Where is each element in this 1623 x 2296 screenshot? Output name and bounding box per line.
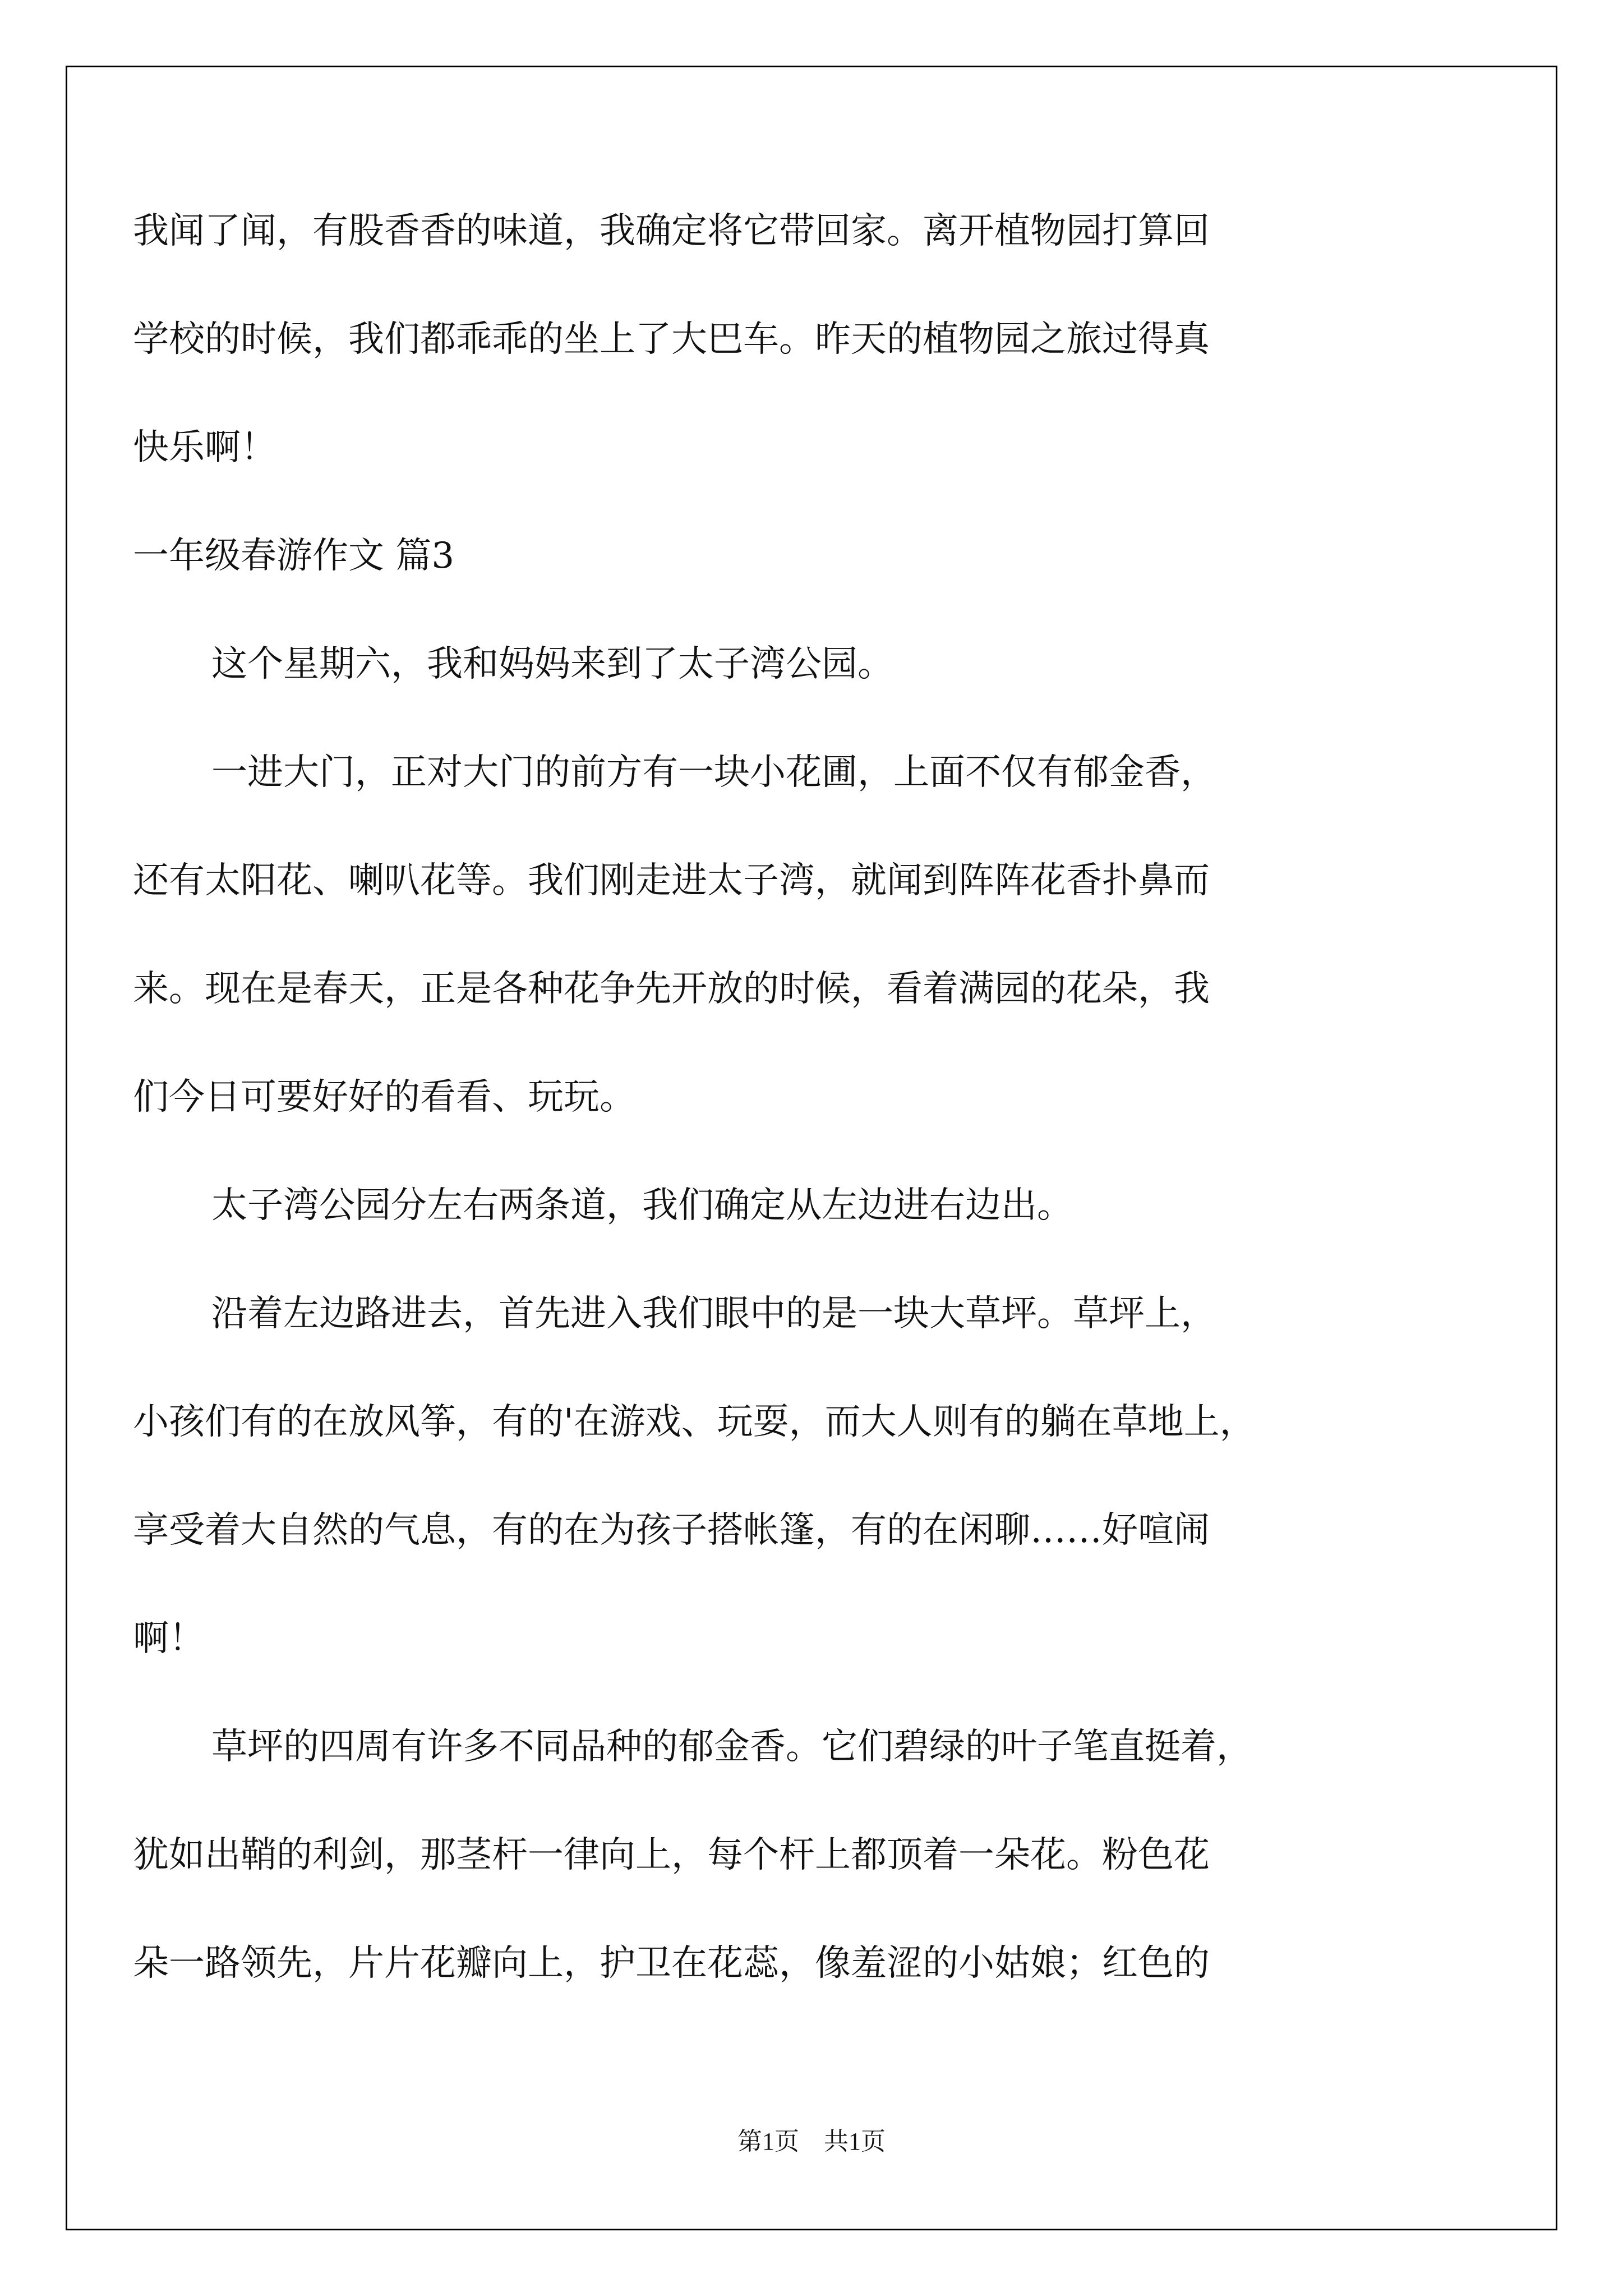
text-line: 享受着大自然的气息，有的在为孩子搭帐篷，有的在闲聊……好喧闹 [133, 1510, 1210, 1551]
section-heading: 一年级春游作文 篇3 [133, 535, 455, 577]
text-line: 快乐啊！ [133, 427, 276, 468]
text-line: 来。现在是春天，正是各种花争先开放的时候，看着满园的花朵，我 [133, 968, 1210, 1010]
text-line: 们今日可要好好的看看、玩玩。 [133, 1076, 635, 1118]
paragraph-first-line: 这个星期六，我和妈妈来到了太子湾公园。 [211, 643, 893, 685]
page-frame [66, 66, 1557, 2230]
page-number-footer: 第1页 共1页 [737, 2128, 886, 2155]
text-line: 朵一路领先，片片花瓣向上，护卫在花蕊，像羞涩的小姑娘；红色的 [133, 1943, 1210, 1984]
text-line: 小孩们有的在放风筝，有的'在游戏、玩耍，而大人则有的躺在草地上， [133, 1401, 1256, 1443]
text-line: 我闻了闻，有股香香的味道，我确定将它带回家。离开植物园打算回 [133, 210, 1210, 252]
paragraph-first-line: 沿着左边路进去，首先进入我们眼中的是一块大草坪。草坪上， [211, 1293, 1216, 1335]
paragraph-first-line: 草坪的四周有许多不同品种的郁金香。它们碧绿的叶子笔直挺着， [211, 1726, 1252, 1768]
text-line: 学校的时候，我们都乖乖的坐上了大巴车。昨天的植物园之旅过得真 [133, 319, 1210, 360]
text-line: 还有太阳花、喇叭花等。我们刚走进太子湾，就闻到阵阵花香扑鼻而 [133, 860, 1210, 901]
text-line: 啊！ [133, 1618, 205, 1659]
paragraph-first-line: 太子湾公园分左右两条道，我们确定从左边进右边出。 [211, 1185, 1073, 1226]
text-line: 犹如出鞘的利剑，那茎杆一律向上，每个杆上都顶着一朵花。粉色花 [133, 1834, 1210, 1876]
paragraph-first-line: 一进大门，正对大门的前方有一块小花圃，上面不仅有郁金香， [211, 752, 1216, 793]
